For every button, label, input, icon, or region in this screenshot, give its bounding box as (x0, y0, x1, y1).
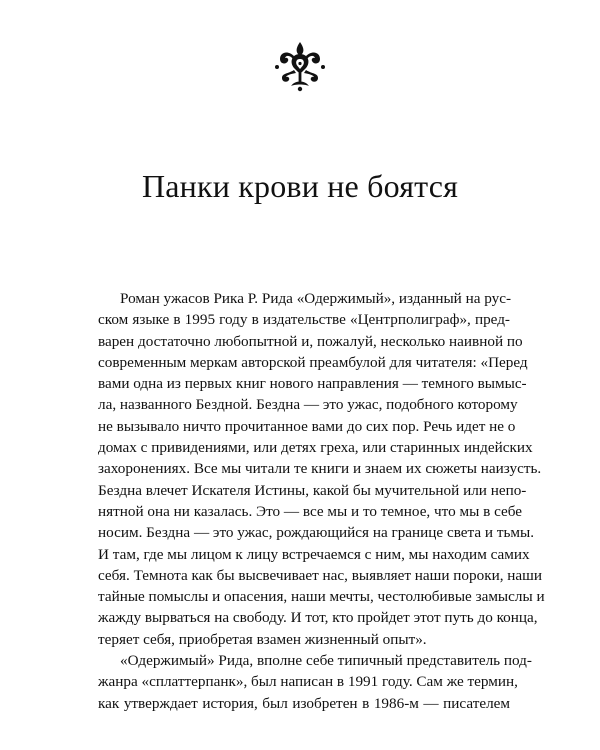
text-line: жанра «сплаттерпанк», был написан в 1991 году. Сам же термин, (98, 673, 518, 691)
paragraph (98, 650, 532, 714)
paragraph (98, 288, 545, 650)
text-line: себя. Темнота как бы высвечивает нас, выявляет наши пороки, наши (98, 566, 542, 584)
text-line: домах с привидениями, или детях греха, или старинных индейских (98, 439, 533, 457)
text-line: носим. Бездна — это ужас, рождающийся на границе света и тьмы. (98, 524, 534, 542)
chapter-body (98, 288, 545, 714)
text-line: тайные помыслы и опасения, наши мечты, честолюбивые замыслы и (98, 588, 545, 606)
text-line: вами одна из первых книг нового направления — темного вымыс- (98, 375, 527, 393)
text-line: И там, где мы лицом к лицу встречаемся с ним, мы находим самих (98, 545, 530, 563)
text-line: как утверждает история, был изобретен в 1986-м — писателем (98, 694, 510, 712)
floral-fleuron-icon (274, 40, 326, 92)
chapter-title: Панки крови не боятся (141, 168, 459, 204)
text-line: жажду вырваться на свободу. И тот, кто пройдет этот путь до конца, (98, 609, 538, 627)
text-line: нятной она ни казалась. Это — все мы и то темное, что мы в себе (98, 502, 523, 520)
text-line: ла, названного Бездной. Бездна — это ужас, подобного которому (98, 396, 518, 414)
text-line: ском языке в 1995 году в издательстве «Центрполиграф», пред- (98, 311, 510, 329)
text-line: захоронениях. Все мы читали те книги и знаем их сюжеты наизусть. (98, 460, 542, 478)
text-line: современным меркам авторской преамбулой для читателя: «Перед (98, 353, 528, 371)
text-line: Роман ужасов Рика Р. Рида «Одержимый», изданный на рус- (120, 290, 512, 307)
text-line: не вызывало ничто прочитанное вами до сих пор. Речь идет не о (98, 417, 516, 435)
text-line: Бездна влечет Искателя Истины, какой бы мучительной или непо- (98, 481, 527, 499)
text-line: «Одержимый» Рида, вполне себе типичный представитель под- (120, 652, 532, 670)
text-line: варен достаточно любопытной и, пожалуй, несколько наивной по (98, 332, 523, 350)
text-line: теряет себя, приобретая взамен жизненный опыт». (98, 630, 427, 648)
